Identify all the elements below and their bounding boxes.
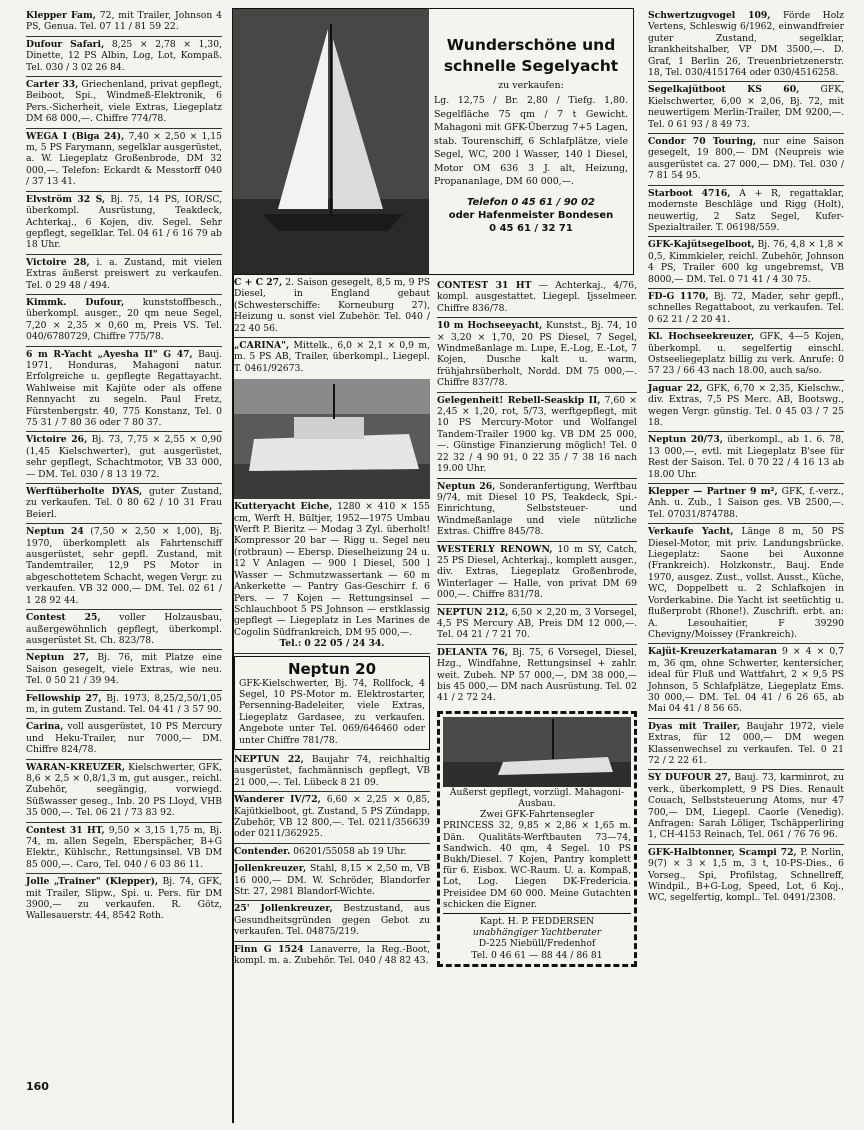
classified-ad bbox=[26, 484, 222, 524]
princess-text3: 9,85 × 2,86 × 1,65 m. Dän. Qualitäts-Werftbauten 73—74, Sandwich. 40 qm, 4 Segel. 10 PS Bukh/Diesel. 7 Kojen, Pantry komplett für 6. Eisbox. WC-Raum. U. a. Kompaß, Lot, Log. Liegen DK-Fredericia. Preisidee DM 60 000. Meine Gutachten schicken die Eigner. bbox=[443, 820, 631, 910]
ad-title: 25' Jollenkreuzer, bbox=[234, 903, 333, 915]
ad-text: GFK, f.-verz., Anh. u. Zub., 1 Saison ges. VB 2500,—. Tel. 07031/874788. bbox=[648, 486, 844, 520]
ad-title: Finn G 1524 bbox=[234, 943, 304, 955]
ad-title: Neptun 26, bbox=[437, 480, 496, 492]
ad-text: 10 m SY, Catch, 25 PS Diesel, Achterkaj., komplett ausger., div. Extras, Liegeplatz Großenbrode, Winterlager — Halle, von privat DM 69 000,—. Chiffre 831/78. bbox=[437, 543, 637, 601]
classified-ad bbox=[437, 278, 637, 318]
page-number: 160 bbox=[26, 1080, 49, 1093]
ad-princess-32 bbox=[437, 711, 637, 967]
ad-title: „CARINA", bbox=[234, 340, 290, 352]
classified-ad bbox=[648, 845, 844, 907]
ad-title: GFK-Halbtonner, Scampi 72, bbox=[648, 846, 797, 858]
ad-title: Klepper Fam, bbox=[26, 10, 96, 21]
princess-text2: Zwei GFK-Fahrtensegler bbox=[480, 809, 594, 821]
ad-title: DELANTA 76, bbox=[437, 646, 508, 658]
ad-title: Dufour Safari, bbox=[26, 38, 105, 50]
ad-text: voller Holzausbau, außergewöhnlich gepflegt, überkompl. ausgerüstet St. Ch. 823/78. bbox=[26, 612, 222, 646]
classified-ad bbox=[26, 129, 222, 192]
ad-text: A + R, regattaklar, modernste Beschläge und Rigg (Holt), neuwertig, 2 Satz Segel, Kufer-Spezialtrailer. T. 06198/559. bbox=[648, 187, 844, 233]
feature-ad-harbormaster: oder Hafenmeister Bondesen bbox=[448, 209, 614, 221]
princess-text1: Äußerst gepflegt, vorzügl. Mahagoni-Ausbau. bbox=[449, 786, 625, 810]
classified-ad bbox=[26, 524, 222, 610]
classified-ad bbox=[437, 542, 637, 605]
classified-ad bbox=[234, 844, 430, 861]
classified-ad bbox=[648, 8, 844, 82]
classified-ad bbox=[234, 861, 430, 901]
classified-column-4 bbox=[648, 8, 844, 907]
sailboat-photo bbox=[233, 9, 429, 274]
ad-text: 72, mit Trailer, Johnson 4 PS, Genua. Tel. 07 11 / 81 59 22. bbox=[26, 10, 222, 33]
classified-ad bbox=[437, 318, 637, 392]
ad-title: Contest 25, bbox=[26, 612, 101, 624]
ad-text: — Achterkaj., 4/76, kompl. ausgestattet. Liegepl. Ijsselmeer. Chiffre 836/78. bbox=[437, 280, 637, 314]
ad-title: WESTERLY RENOWN, bbox=[437, 543, 553, 555]
classified-ad bbox=[648, 329, 844, 381]
ad-text: 9,50 × 3,15 1,75 m, Bj. 74, m. allen Segeln, Eberspächer, B+G Elektr., Kühlschr., Rettungsinsel. VB DM 85 000,—. Caro, Tel. 040 / 6 03 86 11. bbox=[26, 824, 222, 870]
classified-ad bbox=[648, 134, 844, 186]
classified-ad bbox=[26, 347, 222, 433]
ad-title: Jolle „Trainer" (Klepper), bbox=[26, 876, 159, 888]
ad-text: nur eine Saison gesegelt, 19 800,— DM (Neupreis wie ausgerüstet ca. 27 000,— DM). Tel. 030 / 7 81 54 95. bbox=[648, 136, 845, 182]
ad-text: (7,50 × 2,50 × 1,00), Bj. 1970, überkomplett als Fahrtenschiff ausgerüstet, sehr gepfl. Zustand, mit Tandemtrailer, 12,9 PS Motor in abgeschottetem Schacht, wegen Vergr. zu verkaufen. VB 32 000,— DM. Tel. 02 61 / 1 28 92 44. bbox=[26, 526, 222, 606]
seller-phone: Tel. 0 46 61 — 88 44 / 86 81 bbox=[471, 949, 603, 961]
classified-ad bbox=[437, 479, 637, 542]
seller-name: Kapt. H. P. FEDDERSEN bbox=[479, 916, 595, 928]
ad-title: Segelkajütboot KS 60, bbox=[648, 84, 800, 96]
classified-ad bbox=[26, 77, 222, 129]
ad-title: Verkaufe Yacht, bbox=[648, 526, 734, 538]
ad-text: GFK-Kielschwerter, Bj. 74, Rollfock, 4 Segel, 10 PS-Motor m. Elektrostarter, Persenning-Badeleiter, viele Extras, Liegeplatz Gardasee, zu verkaufen. Angebote unter Tel. 069/646460 oder unter Chiffre 781/78. bbox=[239, 677, 425, 746]
classified-ad bbox=[648, 381, 844, 433]
ad-text: Bj. 74, GFK, mit Trailer, Slipw., Spi. u. Pers. für DM 3900,— zu verkaufen. R. Götz, Wallesauerstr. 44, 8542 Roth. bbox=[26, 876, 222, 922]
ad-title: Elvström 32 S, bbox=[26, 193, 106, 205]
ad-title: CONTEST 31 HT bbox=[437, 280, 532, 291]
classified-ad bbox=[234, 901, 430, 941]
ad-title: Jaguar 22, bbox=[648, 382, 703, 394]
ad-text: Bauj. 73, karminrot, zu verk., überkomplett, 9 PS Dies. Renault Couach, Selbststeuerung Atoms, nur 47 700,— DM, Liegepl. Caorle (Venedig). Anfragen: Sarah Löliger, Tschäpperliring 1, CH-4153 Reinach, Tel. 061 / 76 76 96. bbox=[648, 772, 844, 841]
ad-text: 7,40 × 2,50 × 1,15 m, 5 PS Farymann, segelklar ausgerüstet, a. W. Liegeplatz Großenbrode, DM 32 000,—. Telefon: Eckardt & Messtorff 040 / 37 13 41. bbox=[26, 130, 222, 188]
classified-ad bbox=[648, 237, 844, 289]
ad-text: GFK, Kielschwerter, 6,00 × 2,06, Bj. 72, mit neuwertigem Merlin-Trailer, DM 9200,—. Tel. 0 61 93 / 8 49 73. bbox=[648, 84, 844, 130]
ad-title: Victoire 26, bbox=[26, 434, 88, 446]
ad-text: 1280 × 410 × 155 cm, Werft H. Bültjer, 1952—1975 Umbau Werft P. Bieritz — Modag 3 Zyl. überholt! Kompressor 20 bar — Rigg u. Segel neu (rotbraun) — Ebersp. Dieselheizung 24 u. 12 V Anlagen — 900 l Diesel, 500 l Wasser — Schmutzwassertank — 60 m Ankerkette — Pantry Gas-Geschirr f. 6 Pers. — 7 Kojen — Rettungsinsel — Schlauchboot 5 PS Johnson — erstklassig gepflegt — Liegeplatz in Les Marines de Cogolin Südfrankreich, DM 95 000,—. bbox=[234, 501, 430, 638]
classified-ad bbox=[26, 192, 222, 255]
ad-title: Kimmk. Dufour, bbox=[26, 296, 125, 308]
ad-text: Baujahr 74, reichhaltig ausgerüstet, fachmännisch gepflegt, VB 21 000,—. Tel. Lübeck 8 21 09. bbox=[234, 753, 430, 788]
classified-ad bbox=[26, 37, 222, 77]
ad-text: GFK, 6,70 × 2,35, Kielschw., div. Extras, 7,5 PS Merc. AB, Bootswg., wegen Vergr. günstig. Tel. 0 45 03 / 7 25 18. bbox=[648, 382, 844, 428]
ad-text: Bj. 1973, 8,25/2,50/1,05 m, in gutem Zustand. Tel. 04 41 / 3 57 90. bbox=[26, 692, 222, 715]
ad-title: Kajüt-Kreuzerkatamaran bbox=[648, 646, 777, 658]
ad-title: Neptun 27, bbox=[26, 652, 89, 664]
classified-ad bbox=[648, 644, 844, 718]
ad-text: überkompl., ab 1. 6. 78, 13 000,—, evtl. mit Liegeplatz B'see für Rest der Saison. Tel. 0 70 22 / 4 16 13 ab 18.00 Uhr. bbox=[648, 434, 844, 480]
feature-ad-title: Wunderschöne und schnelle Segelyacht bbox=[443, 36, 619, 75]
classified-ad bbox=[26, 874, 222, 925]
classified-ad bbox=[234, 752, 430, 792]
ad-title: Klepper — Partner 9 m², bbox=[648, 486, 778, 498]
classified-ad bbox=[26, 610, 222, 650]
classified-ad bbox=[648, 484, 844, 524]
classified-ad bbox=[648, 186, 844, 238]
classified-ad bbox=[437, 645, 637, 707]
ad-text: 6,60 × 2,25 × 0,85, Kajütkielboot, gt. Zustand, 5 PS Zündapp, Zubehör, VB 12 800,—. Tel. 0211/356639 oder 0211/362925. bbox=[234, 794, 430, 840]
ad-text: Bj. 76, mit Platze eine Saison gesegelt, viele Extras, wie neu. Tel. 0 50 21 / 39 94. bbox=[26, 652, 222, 687]
ad-title: GFK-Kajütsegelboot, bbox=[648, 239, 755, 251]
ad-title: NEPTUN 212, bbox=[437, 606, 509, 618]
ad-text: P. Norlin, 9(7) × 3 × 1,5 m, 3 t, 10-PS-Dies., 6 Vorseg., Spi, Profilstag, Schnellreff, Windpil., B+G-Log, Speed, Lot, 6 Koj., WC, segelfertig, kompl.. Tel. 0491/2308. bbox=[648, 846, 844, 904]
ad-text: guter Zustand, zu verkaufen. Tel. 0 80 62 / 10 31 Frau Beierl. bbox=[26, 486, 222, 520]
classified-ad bbox=[26, 760, 222, 823]
classified-ad bbox=[648, 524, 844, 644]
ad-title: Carina, bbox=[26, 721, 64, 733]
ad-title: SY DUFOUR 27, bbox=[648, 772, 731, 784]
classified-column-3 bbox=[437, 278, 637, 967]
classified-ad bbox=[234, 942, 430, 970]
ad-title: Werftüberholte DYAS, bbox=[26, 486, 143, 498]
ad-text: 2. Saison gesegelt, 8,5 m, 9 PS Diesel, in England gebaut (Schwesterschiffe: Korneuburg 27), Heizung u. sonst viel Zubehör. Tel. 040 / 22 40 56. bbox=[234, 277, 430, 334]
ad-text: Griechenland, privat gepflegt, Beiboot, Spi., Windmeß-Elektronik, 6 Pers.-Sicherheit, viele Extras, Liegeplatz DM 68 000,—. Chiffre 774/78. bbox=[26, 79, 223, 125]
ad-text: 7,60 × 2,45 × 1,20, rot, 5/73, werftgepflegt, mit 10 PS Mercury-Motor und Wolfangel Tandem-Trailer 1900 kg. VB DM 25 000,—. Günstige Finanzierung möglich! Tel. 0 22 32 / 4 90 91, 0 22 35 / 7 38 16 nach 19.00 Uhr. bbox=[437, 394, 638, 475]
classified-ad bbox=[26, 650, 222, 690]
ad-kutteryacht bbox=[234, 499, 430, 653]
ad-title: 10 m Hochseeyacht, bbox=[437, 320, 543, 332]
classified-ad bbox=[437, 605, 637, 645]
ad-text: 9 × 4 × 0,7 m, 36 qm, ohne Schwerter, kentersicher, ideal für Fluß und Wattfahrt, 2 × 9,5 PS Johnson, 5 Schlafplätze, Liegeplatz Ems. 30 000,— DM. Tel. 04 41 / 6 26 65, ab Mai 04 41 / 8 56 65. bbox=[648, 646, 844, 715]
ad-text: kunststoffbesch., überkompl. ausger., 20 qm neue Segel, 7,20 × 2,35 × 0,60 m, Preis VS. Tel. 040/6780729, Chiffre 775/78. bbox=[26, 296, 222, 343]
ad-text: i. a. Zustand, mit vielen Extras äußerst preiswert zu verkaufen. Tel. 0 29 48 / 494. bbox=[26, 256, 222, 291]
ad-text: Sonderanfertigung, Werftbau 9/74, mit Diesel 10 PS, Teakdeck, Spi.-Einrichtung, Selbststeuer- und Windmeßanlage und viele nützliche Extras. Chiffre 845/78. bbox=[437, 480, 637, 538]
ad-title: WARAN-KREUZER, bbox=[26, 761, 126, 773]
ad-text: 6,50 × 2,20 m, 3 Vorsegel, 4,5 PS Mercury AB, Preis DM 12 000,—. Tel. 04 21 / 7 21 70. bbox=[437, 606, 637, 641]
ad-text: Kielschwerter, GFK, 8,6 × 2,5 × 0,8/1,3 m, gut ausger., reichl. Zubehör, seegängig, vorwiegd. Süßwasser geseg., Inb. 20 PS Lloyd, VHB 35 000,—. Tel. 06 21 / 73 83 92. bbox=[26, 761, 222, 819]
ad-title: 6 m R-Yacht „Ayesha II" G 47, bbox=[26, 348, 193, 360]
ad-title: Contest 31 HT, bbox=[26, 824, 105, 836]
feature-ad-subtitle: zu verkaufen: bbox=[498, 80, 564, 91]
ad-text: GFK, 4—5 Kojen, überkompl. u. segelfertig einschl. Ostseeliegeplatz billig zu verk. Anrufe: 0 57 23 / 66 43 nach 18.00, auch sa/so. bbox=[648, 331, 844, 377]
classified-ad bbox=[26, 8, 222, 37]
ad-text: Förde Holz Vertens, Schleswig 6/1962, einwandfreier guter Zustand, segelklar, krankheitshalber, VP DM 3500,—. D. Graf, 1 Berlin 26, Treuenbrietzenerstr. 18, Tel. 030/4151764 oder 030/4516258. bbox=[648, 10, 845, 79]
classified-ad bbox=[234, 338, 430, 377]
seller-role: unabhängiger Yachtberater bbox=[472, 927, 602, 939]
ad-title: Neptun 24 bbox=[26, 526, 84, 538]
feature-ad-text: Lg. 12,75 / Br. 2,80 / Tiefg. 1,80. Segelfläche 75 qm / 7 t Gewicht. Mahagoni mit GFK-Überzug 7+5 Lagen, stab. Tourenschiff, 6 Schlafplätze, viele Segel, WC, 200 l Wasser, 140 l Diesel, Motor OM 636 3 J. alt, Heizung, Propananlage, DM 60 000,—. bbox=[434, 95, 628, 187]
ad-text: Bj. 73, 7,75 × 2,55 × 0,90 (1,45 Kielschwerter), gut ausgerüstet, sehr gepflegt, Schachtmotor, VB 33 000,— DM. Tel. 030 / 8 13 19 72. bbox=[26, 434, 222, 480]
feature-ad-phone: Telefon 0 45 61 / 90 02 bbox=[466, 196, 596, 208]
feature-ad-phone2: 0 45 61 / 32 71 bbox=[489, 222, 573, 234]
ad-title: Neptun 20/73, bbox=[648, 434, 723, 446]
ad-text: Länge 8 m, 50 PS Diesel-Motor, mit priv. Landungsbrücke. Liegeplatz: Saone bei Auxonne (Frankreich). Holzkonstr., Bauj. Ende 1970, ausgez. Zust., vollst. Ausst., Küche, WC, Doppelbett u. 2 Schlafkojen in Vorderkabine. Die Yacht ist seetüchtig u. flußerprobt (Rhone!). Zuschrift. erbt. an: A. Lesouhaitier, F 39290 Chevigny/Moissey (Frankreich). bbox=[648, 526, 845, 640]
ad-text: 06201/55058 ab 19 Uhr. bbox=[290, 845, 407, 857]
ad-title: Victoire 28, bbox=[26, 256, 90, 268]
ad-text: Bestzustand, aus Gesundheitsgründen gegen Gebot zu verkaufen. Tel. 04875/219. bbox=[234, 903, 430, 938]
ad-title: Kl. Hochseekreuzer, bbox=[648, 331, 755, 343]
ad-text: Stahl, 8,15 × 2,50 m, VB 16 000,— DM. W. Schröder, Blandorfer Str. 27, 2981 Blandorf-Wichte. bbox=[234, 863, 430, 898]
ad-title: WEGA I (Biga 24), bbox=[26, 130, 125, 142]
classified-ad bbox=[26, 719, 222, 759]
princess-title: PRINCESS 32, bbox=[443, 820, 514, 832]
princess-photo bbox=[443, 717, 631, 787]
ad-title: Carter 33, bbox=[26, 79, 79, 91]
seller-address: D-225 Niebüll/Fredenhof bbox=[478, 938, 596, 950]
classified-ad bbox=[648, 82, 844, 134]
ad-title: C + C 27, bbox=[234, 277, 283, 288]
classified-ad bbox=[26, 432, 222, 484]
ad-phone: Tel.: 0 22 05 / 24 34. bbox=[279, 638, 385, 650]
ad-title: Schwertzugvogel 109, bbox=[648, 10, 771, 21]
ad-title: Condor 70 Touring, bbox=[648, 136, 757, 148]
classified-ad bbox=[648, 770, 844, 844]
classified-ad bbox=[648, 719, 844, 771]
classified-ad bbox=[26, 255, 222, 295]
motorboat-photo bbox=[234, 379, 430, 499]
ad-text: Lanaverre, la Reg.-Boot, kompl. m. a. Zubehör. Tel. 040 / 48 82 43. bbox=[234, 943, 431, 967]
ad-title: Fellowship 27, bbox=[26, 692, 102, 704]
ad-title: Starboot 4716, bbox=[648, 187, 731, 199]
classified-ad bbox=[648, 289, 844, 329]
ad-text: Baujahr 1972, viele Extras, für 12 000,— DM wegen Klassenwechsel zu verkaufen. Tel. 0 21 72 / 2 22 61. bbox=[648, 720, 844, 766]
ad-title: Dyas mit Trailer, bbox=[648, 720, 741, 732]
classified-ad bbox=[648, 432, 844, 484]
ad-text: Mittelk., 6,0 × 2,1 × 0,9 m, m. 5 PS AB, Trailer, überkompl., Liegepl. T. 0461/92673. bbox=[234, 340, 430, 374]
ad-text: Bj. 76, 4,8 × 1,8 × 0,5, Kimmkieler, reichl. Zubehör, Johnson 4 PS, Trailer 600 kg ungebremst, VB 8000,— DM. Tel. 0 71 41 / 4 30 75. bbox=[648, 239, 844, 285]
ad-text: Bauj. 1971, Honduras, Mahagoni natur. Erfolgreiche u. gepflegte Regattayacht. Wahlweise mit Kajüte oder als offene Rennyacht zu segeln. Paul Fretz, Fürstenbergstr. 40, 775 Konstanz, Tel. 0 75 31 / 7 80 36 oder 7 80 37. bbox=[26, 348, 222, 428]
ad-text: Bj. 75, 6 Vorsegel, Diesel, Hzg., Windfahne, Rettungsinsel + zahlr. weit. Zubeh. NP 57 000,—, DM 38 000,— bis 45 000,— DM nach Ausrüstung. Tel. 02 41 / 2 72 24. bbox=[437, 646, 637, 704]
ad-title: NEPTUN 22, bbox=[234, 753, 304, 765]
ad-text: voll ausgerüstet, 10 PS Mercury und Heku-Trailer, nur 7000,— DM. Chiffre 824/78. bbox=[26, 721, 222, 756]
ad-text: 8,25 × 2,78 × 1,30, Dinette, 12 PS Albin, Log, Lot, Kompaß. Tel. 030 / 3 02 26 84. bbox=[26, 38, 223, 73]
classified-column-1 bbox=[26, 8, 222, 925]
ad-title: Gelegenheit! Rebell-Seaskip II, bbox=[437, 394, 601, 406]
classified-ad bbox=[26, 691, 222, 720]
classified-ad bbox=[234, 792, 430, 844]
classified-ad bbox=[437, 393, 637, 479]
ad-text: Bj. 72, Mader, sehr gepfl., schnelles Regattaboot, zu verkaufen. Tel. 0 62 21 / 2 20 41. bbox=[648, 290, 844, 325]
ad-title: Neptun 20 bbox=[287, 659, 377, 678]
ad-title: Wanderer IV/72, bbox=[234, 794, 321, 806]
feature-ad-segelyacht bbox=[232, 8, 634, 275]
ad-title: Contender. bbox=[234, 845, 291, 857]
ad-text: Kunstst., Bj. 74, 10 × 3,20 × 1,70, 20 PS Diesel, 7 Segel, Windmeßanlage m. Lupe, E.-Log, E.-Lot, 7 Kojen, Dusche kalt u. warm, frühjahrsüberholt, Nordd. DM 75 000,—. Chiffre 837/78. bbox=[437, 320, 638, 389]
ad-title: FD-G 1170, bbox=[648, 290, 709, 302]
ad-title: Jollenkreuzer, bbox=[234, 863, 307, 875]
ad-text: Bj. 75, 14 PS, IOR/SC, überkompl. Ausrüstung, Teakdeck, Achterkaj., 6 Kojen, div. Segel. Sehr gepflegt, segelklar. Tel. 04 61 / 6 16 79 ab 18 Uhr. bbox=[26, 193, 223, 251]
classified-ad bbox=[26, 295, 222, 347]
ad-neptun-20 bbox=[234, 656, 430, 750]
ad-title: Kutteryacht Eiche, bbox=[234, 501, 333, 513]
classified-ad bbox=[234, 275, 430, 338]
classified-ad bbox=[26, 823, 222, 875]
